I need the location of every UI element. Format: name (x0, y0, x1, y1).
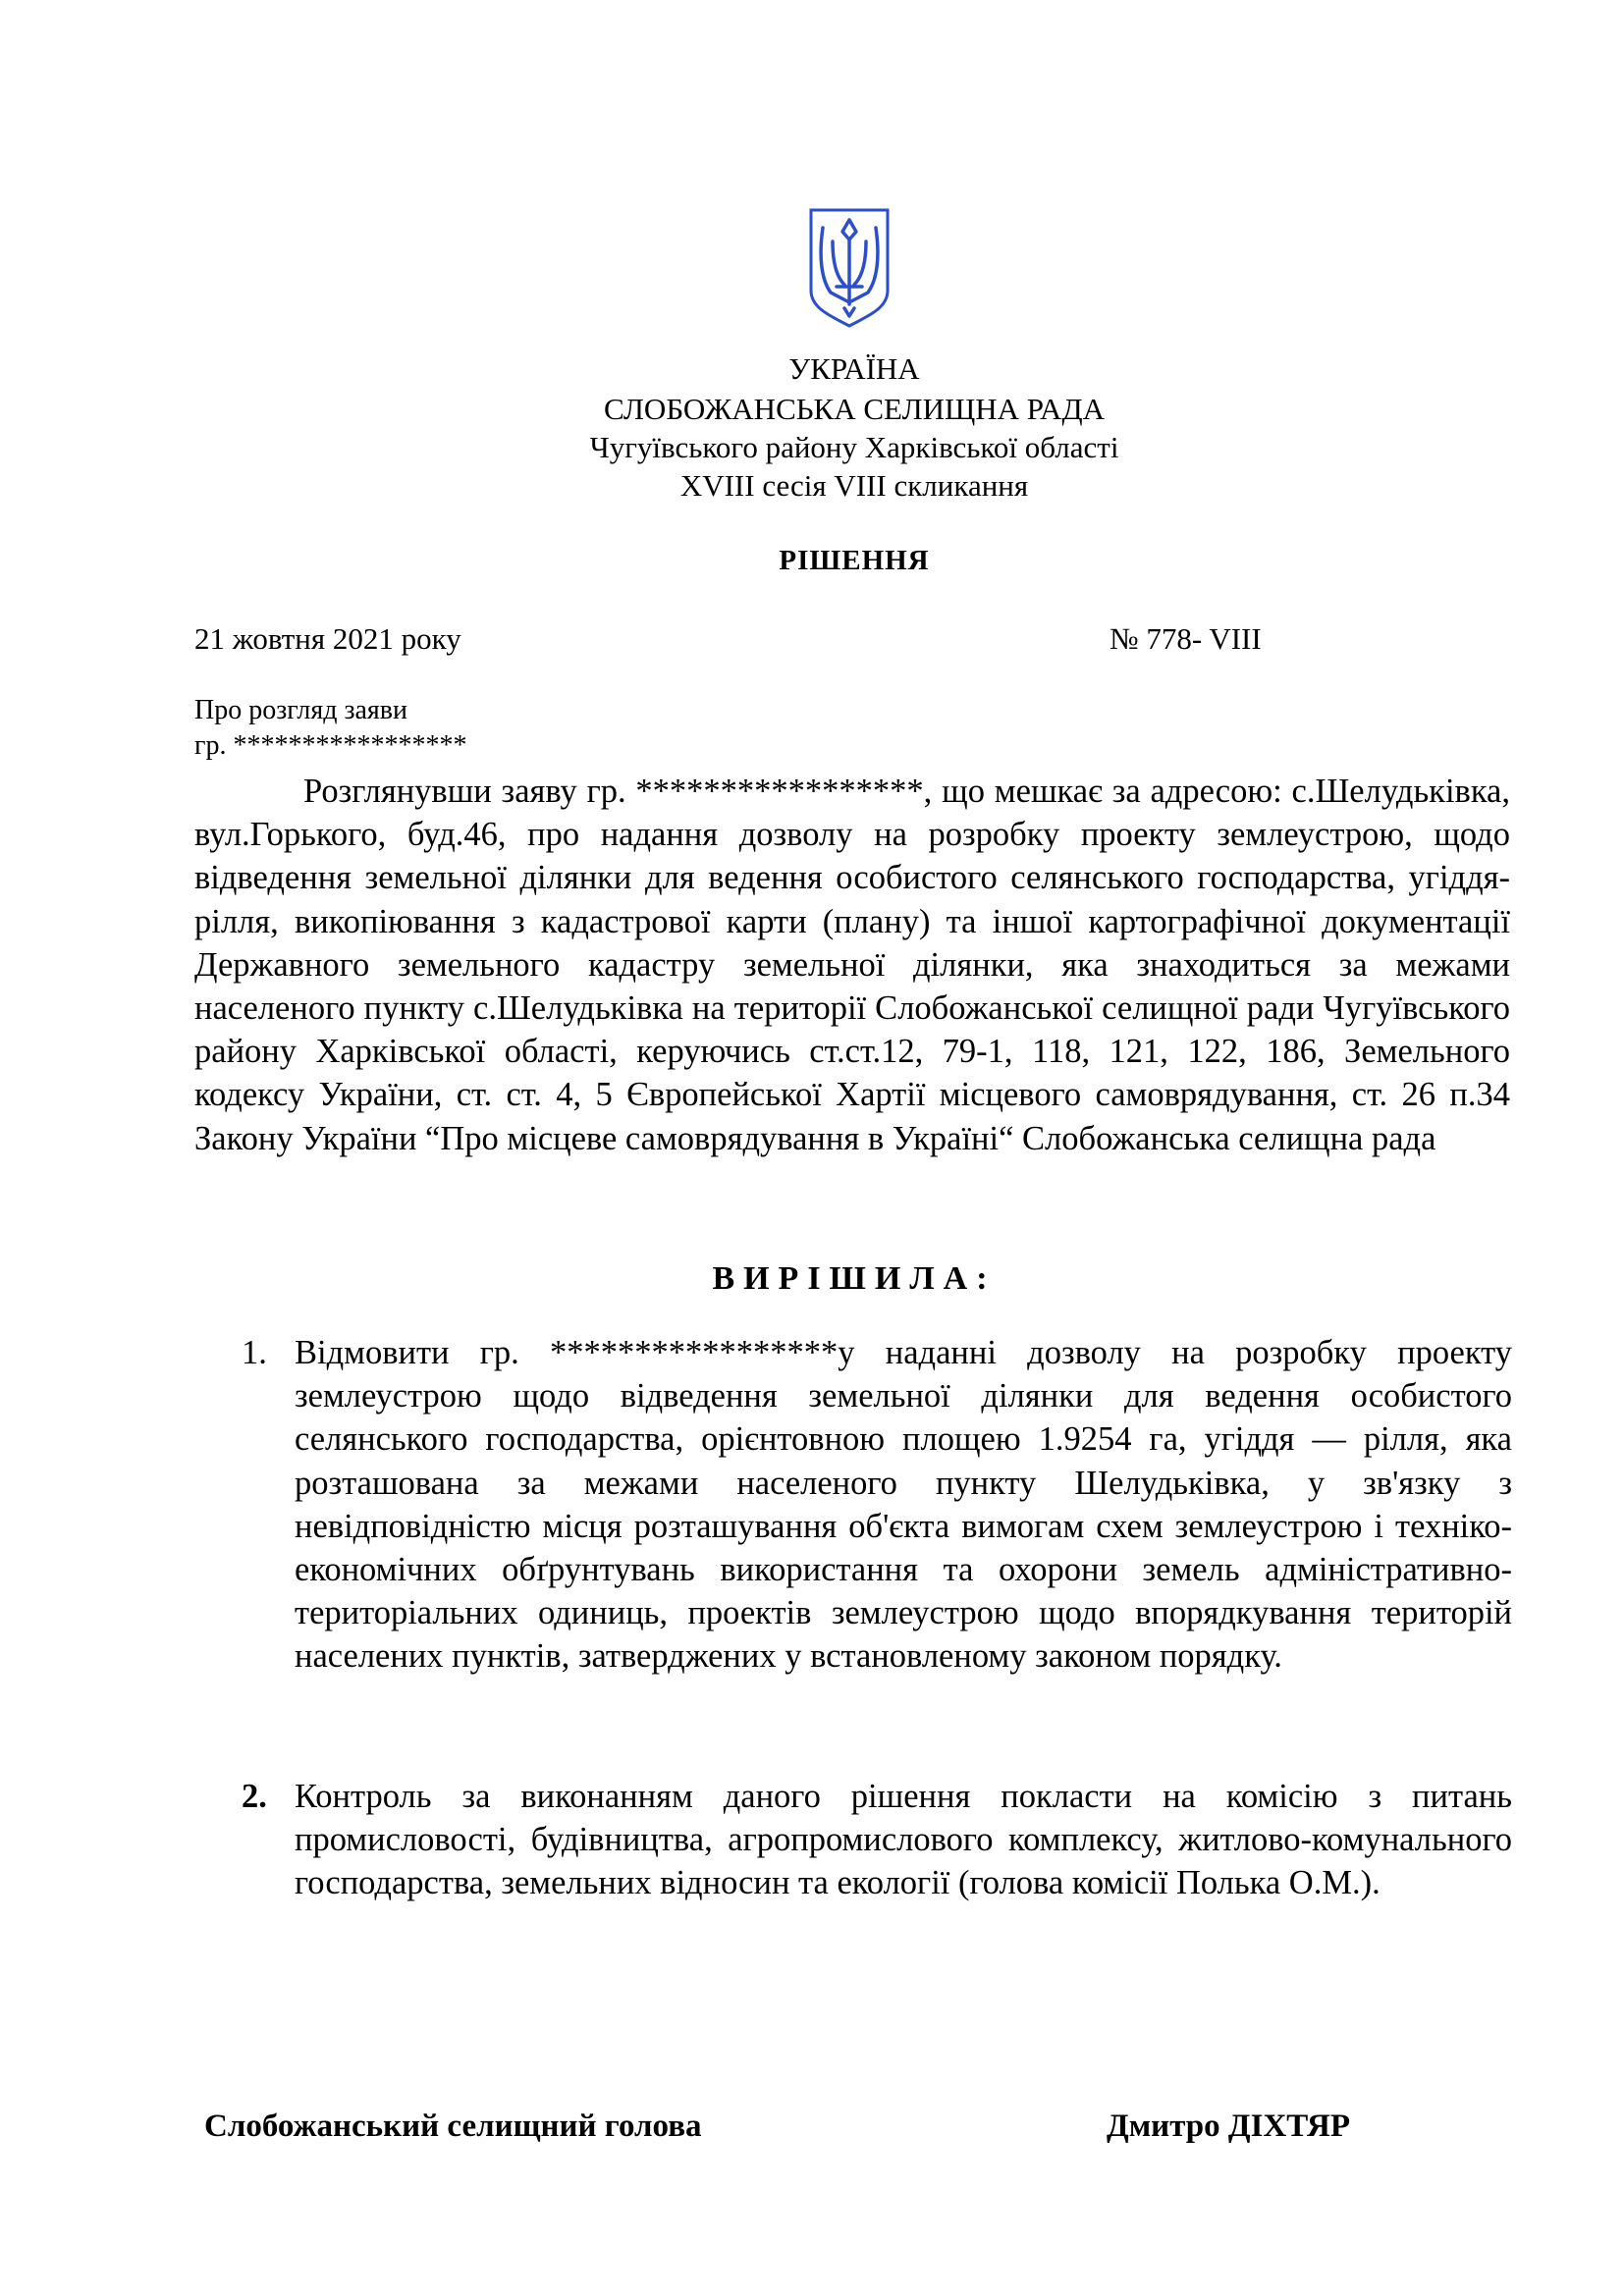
council-name: СЛОБОЖАНСЬКА СЕЛИЩНА РАДА (604, 392, 1105, 426)
country-name: УКРАЇНА (788, 351, 920, 386)
subject-line-2: гр. ***************** (194, 730, 467, 761)
district-name: Чугуївського району Харківської області (589, 430, 1119, 464)
item-2-text: Контроль за виконанням даного рішення покласти на комісію з питань промисловості, будівництва, агропромислового комплексу, житлово-комунального господарства, земельних відносин та екології (голова комісії Полька О.М.). (295, 1778, 1512, 1902)
document-title: РІШЕННЯ (779, 545, 930, 576)
decision-number: № 778- VIII (1110, 621, 1262, 656)
decided-heading: ВИРІШИЛА: (712, 1260, 997, 1297)
subject-line-1: Про розгляд заяви (194, 695, 408, 725)
decision-date: 21 жовтня 2021 року (194, 621, 461, 656)
signature-position: Слобожанський селищний голова (204, 2109, 702, 2144)
item-2-number: 2. (242, 1778, 267, 1815)
trident-emblem-icon (807, 206, 892, 330)
item-1-text: Відмовити гр. *****************у наданні дозволу на розробку проекту землеустрою щодо відведення земельної ділянки для ведення особистого селянського господарства, орієнтовною площею 1.9254 га, угіддя — рілля, яка розташована за межами населеного пункту Шелудьківка, у зв'язку з невідповідністю місця розташування об'єкта вимогам схем землеустрою і техніко-економічних обґрунтувань використання та охорони земель адміністративно-територіальних одиниць, проектів землеустрою щодо впорядкування територій населених пунктів, затверджених у встановленому законом порядку. (295, 1334, 1512, 1676)
preamble (194, 770, 1510, 1160)
signature-name: Дмитро ДІХТЯР (1107, 2109, 1351, 2144)
preamble-text: Розглянувши заяву гр. *****************, що мешкає за адресою: с.Шелудьківка, вул.Горького, буд.46, про надання дозволу на розробку проекту землеустрою, щодо відведення земельної ділянки для ведення особистого селянського господарства, угіддя-рілля, викопіювання з кадастрової карти (плану) та іншої картографічної документації Державного земельного кадастру земельної ділянки, яка знаходиться за межами населеного пункту с.Шелудьківка на території Слобожанської селищної ради Чугуївського району Харківської області, керуючись ст.ст.12, 79-1, 118, 121, 122, 186, Земельного кодексу України, ст. ст. 4, 5 Європейської Хартії місцевого самоврядування, ст. 26 п.34 Закону України “Про місцеве самоврядування в Україні“ Слобожанська селищна рада (194, 773, 1510, 1157)
item-1-number: 1. (242, 1334, 267, 1371)
session-info: XVIII сесія VIII скликання (679, 468, 1029, 503)
